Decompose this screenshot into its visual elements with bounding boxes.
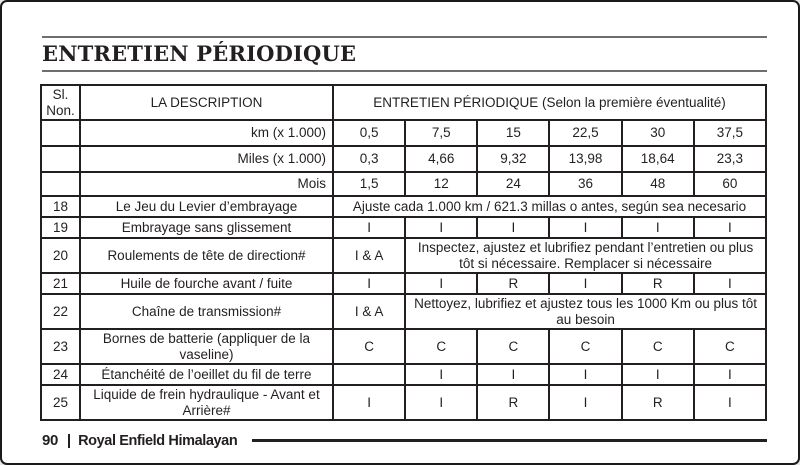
interval-label: Miles (x 1.000) bbox=[80, 146, 333, 172]
cell-value: 23,3 bbox=[694, 146, 766, 172]
cell-empty bbox=[41, 120, 80, 146]
cell-value: I bbox=[405, 217, 477, 238]
row-number: 22 bbox=[41, 294, 80, 329]
row-description: Bornes de batterie (appliquer de la vaseline) bbox=[80, 329, 333, 364]
interval-row-months bbox=[41, 172, 766, 196]
cell-value: 4,66 bbox=[405, 146, 477, 172]
row-description: Huile de fourche avant / fuite bbox=[80, 273, 333, 294]
cell-value: 30 bbox=[622, 120, 694, 146]
cell-value: I bbox=[549, 217, 621, 238]
row-description: Étanchéité de l’oeillet du fil de terre bbox=[80, 364, 333, 385]
cell-value: C bbox=[549, 329, 621, 364]
cell-value: C bbox=[622, 329, 694, 364]
cell-value: 48 bbox=[622, 172, 694, 196]
header-sl-line2: Non. bbox=[46, 102, 75, 118]
cell-value: I bbox=[477, 364, 549, 385]
title-rule-bottom bbox=[42, 70, 767, 72]
table-header-row bbox=[41, 85, 766, 120]
maintenance-table bbox=[40, 84, 767, 421]
cell-value: 18,64 bbox=[622, 146, 694, 172]
row-number: 21 bbox=[41, 273, 80, 294]
cell-value: 15 bbox=[477, 120, 549, 146]
cell-value: 60 bbox=[694, 172, 766, 196]
cell-value bbox=[333, 364, 405, 385]
cell-value: 0,5 bbox=[333, 120, 405, 146]
cell-value: C bbox=[405, 329, 477, 364]
cell-value: R bbox=[622, 385, 694, 420]
interval-label: Mois bbox=[80, 172, 333, 196]
header-sl-no bbox=[41, 85, 80, 120]
cell-value: 13,98 bbox=[549, 146, 621, 172]
cell-value: 22,5 bbox=[549, 120, 621, 146]
cell-value: I bbox=[694, 217, 766, 238]
row-span-note: Nettoyez, lubrifiez et ajustez tous les 1000 Km ou plus tôt au besoin bbox=[405, 294, 766, 329]
row-span-note: Inspectez, ajustez et lubrifiez pendant l’entretien ou plus tôt si nécessaire. Remplacer si nécessaire bbox=[405, 238, 766, 273]
row-number: 20 bbox=[41, 238, 80, 273]
footer-divider bbox=[68, 434, 70, 448]
table-row-20 bbox=[41, 238, 766, 273]
header-sl-line1: Sl. bbox=[52, 87, 69, 102]
cell-value: I bbox=[549, 273, 621, 294]
row-number: 19 bbox=[41, 217, 80, 238]
cell-value: I bbox=[333, 385, 405, 420]
cell-value: 37,5 bbox=[694, 120, 766, 146]
cell-value: 7,5 bbox=[405, 120, 477, 146]
table-row-24 bbox=[41, 364, 766, 385]
page-title: ENTRETIEN PÉRIODIQUE bbox=[42, 41, 357, 66]
cell-value: I bbox=[405, 385, 477, 420]
cell-value: C bbox=[333, 329, 405, 364]
cell-value: I bbox=[549, 364, 621, 385]
row-description: Le Jeu du Levier d’embrayage bbox=[80, 196, 333, 217]
row-number: 25 bbox=[41, 385, 80, 420]
cell-value: 1,5 bbox=[333, 172, 405, 196]
row-number: 18 bbox=[41, 196, 80, 217]
cell-value: C bbox=[694, 329, 766, 364]
cell-value: 0,3 bbox=[333, 146, 405, 172]
cell-value: I bbox=[694, 385, 766, 420]
row-number: 23 bbox=[41, 329, 80, 364]
interval-row-km bbox=[41, 120, 766, 146]
row-description: Embrayage sans glissement bbox=[80, 217, 333, 238]
header-schedule: ENTRETIEN PÉRIODIQUE (Selon la première éventualité) bbox=[333, 85, 766, 120]
cell-value: I bbox=[405, 364, 477, 385]
cell-value: I bbox=[694, 273, 766, 294]
footer-rule bbox=[252, 439, 767, 442]
page-content bbox=[2, 36, 798, 449]
cell-value: I & A bbox=[333, 238, 405, 273]
page-number: 90 bbox=[42, 432, 59, 450]
table-row-25 bbox=[41, 385, 766, 420]
cell-value: I bbox=[694, 364, 766, 385]
cell-empty bbox=[41, 172, 80, 196]
cell-value: I bbox=[405, 273, 477, 294]
book-title: Royal Enfield Himalayan bbox=[78, 432, 238, 449]
row-description: Chaîne de transmission# bbox=[80, 294, 333, 329]
page-footer bbox=[42, 432, 767, 449]
interval-row-miles bbox=[41, 146, 766, 172]
cell-value: 36 bbox=[549, 172, 621, 196]
row-number: 24 bbox=[41, 364, 80, 385]
row-description: Roulements de tête de direction# bbox=[80, 238, 333, 273]
row-span-note: Ajuste cada 1.000 km / 621.3 millas o antes, según sea necesario bbox=[333, 196, 766, 217]
cell-value: R bbox=[477, 273, 549, 294]
table-row-18 bbox=[41, 196, 766, 217]
cell-value: 24 bbox=[477, 172, 549, 196]
table-row-21 bbox=[41, 273, 766, 294]
cell-value: I & A bbox=[333, 294, 405, 329]
row-description: Liquide de frein hydraulique - Avant et Arrière# bbox=[80, 385, 333, 420]
cell-value: I bbox=[477, 217, 549, 238]
cell-value: R bbox=[622, 273, 694, 294]
cell-value: I bbox=[549, 385, 621, 420]
cell-value: 9,32 bbox=[477, 146, 549, 172]
cell-value: C bbox=[477, 329, 549, 364]
cell-value: I bbox=[333, 273, 405, 294]
table-row-23 bbox=[41, 329, 766, 364]
cell-value: R bbox=[477, 385, 549, 420]
cell-value: I bbox=[333, 217, 405, 238]
interval-label: km (x 1.000) bbox=[80, 120, 333, 146]
cell-empty bbox=[41, 146, 80, 172]
cell-value: 12 bbox=[405, 172, 477, 196]
cell-value: I bbox=[622, 217, 694, 238]
header-description: LA DESCRIPTION bbox=[80, 85, 333, 120]
cell-value: I bbox=[622, 364, 694, 385]
table-row-22 bbox=[41, 294, 766, 329]
table-row-19 bbox=[41, 217, 766, 238]
